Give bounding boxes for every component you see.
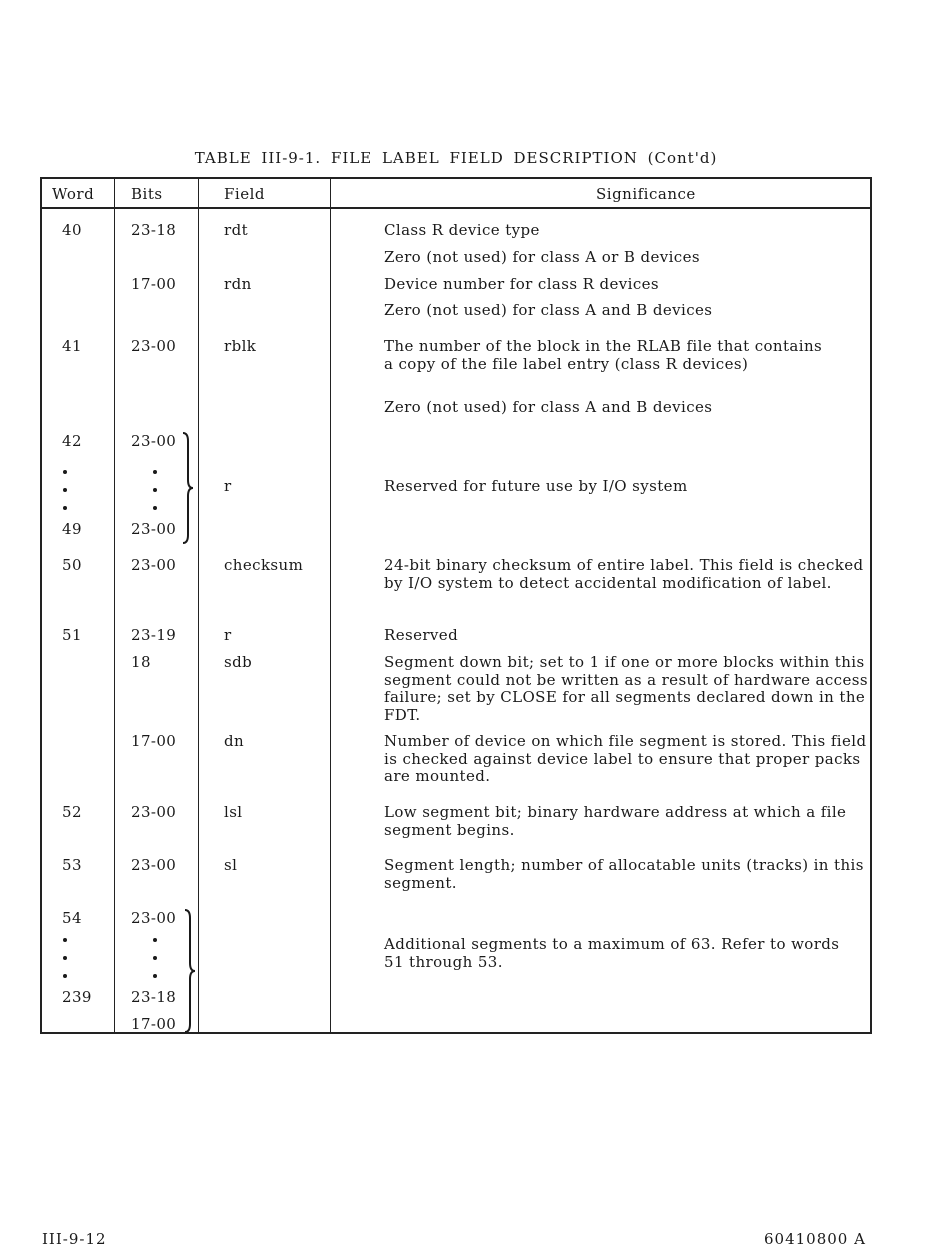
field-cell: checksum (224, 556, 304, 574)
significance-cell: Zero (not used) for class A and B devices (384, 301, 713, 319)
bits-cell: 23-00 (131, 556, 177, 574)
field-cell: r (224, 477, 232, 495)
word-cell: 239 (62, 988, 92, 1006)
significance-cell: Segment length; number of allocatable units (tracks) in this segment. (384, 856, 864, 892)
bits-cell: 18 (131, 653, 151, 671)
header-word: Word (52, 185, 95, 203)
bits-cell: 23-18 (131, 988, 177, 1006)
bits-cell: 23-18 (131, 221, 177, 239)
column-divider (330, 179, 331, 1032)
significance-cell: Reserved (384, 626, 459, 644)
significance-cell: Low segment bit; binary hardware address at which a file segment begins. (384, 803, 847, 839)
ellipsis-dot (63, 470, 67, 474)
ellipsis-dot (63, 506, 67, 510)
significance-cell: The number of the block in the RLAB file that contains a copy of the file label entry (class R devices) (384, 337, 823, 373)
ellipsis-dot (63, 974, 67, 978)
word-cell: 50 (62, 556, 82, 574)
ellipsis-dot (153, 506, 157, 510)
field-cell: sdb (224, 653, 253, 671)
bits-cell: 17-00 (131, 275, 177, 293)
ellipsis-dot (63, 956, 67, 960)
word-cell: 54 (62, 909, 82, 927)
table-title: TABLE III-9-1. FILE LABEL FIELD DESCRIPTION (Cont'd) (194, 149, 718, 167)
bits-cell: 23-00 (131, 520, 177, 538)
field-cell: rdt (224, 221, 249, 239)
significance-cell: Segment down bit; set to 1 if one or more blocks within this segment could not be written as a result of hardware access failure; set by CLOSE for all segments declared down in the FDT. (384, 653, 868, 724)
field-cell: rblk (224, 337, 257, 355)
right-brace (181, 431, 195, 545)
ellipsis-dot (63, 938, 67, 942)
significance-cell: Class R device type (384, 221, 540, 239)
header-bits: Bits (131, 185, 163, 203)
bits-cell: 23-19 (131, 626, 177, 644)
significance-cell: Additional segments to a maximum of 63. Refer to words 51 through 53. (384, 935, 840, 971)
word-cell: 42 (62, 432, 82, 450)
bits-cell: 23-00 (131, 432, 177, 450)
ellipsis-dot (153, 974, 157, 978)
field-cell: rdn (224, 275, 252, 293)
document-number: 60410800 A (764, 1230, 866, 1248)
word-cell: 41 (62, 337, 82, 355)
field-cell: dn (224, 732, 245, 750)
header-field: Field (224, 185, 265, 203)
ellipsis-dot (153, 938, 157, 942)
field-cell: sl (224, 856, 238, 874)
bits-cell: 23-00 (131, 803, 177, 821)
field-cell: lsl (224, 803, 243, 821)
significance-cell: Number of device on which file segment is stored. This field is checked against device label to ensure that proper packs are mounted. (384, 732, 867, 785)
page-number: III-9-12 (42, 1230, 107, 1248)
right-brace (183, 908, 197, 1034)
significance-cell: Reserved for future use by I/O system (384, 477, 688, 495)
significance-cell: Zero (not used) for class A and B devices (384, 398, 713, 416)
bits-cell: 23-00 (131, 909, 177, 927)
word-cell: 49 (62, 520, 82, 538)
file-label-table (40, 177, 872, 1034)
bits-cell: 17-00 (131, 1015, 177, 1033)
significance-cell: Zero (not used) for class A or B devices (384, 248, 700, 266)
ellipsis-dot (153, 956, 157, 960)
header-divider (42, 207, 870, 209)
column-divider (198, 179, 199, 1032)
ellipsis-dot (153, 470, 157, 474)
ellipsis-dot (63, 488, 67, 492)
bits-cell: 17-00 (131, 732, 177, 750)
bits-cell: 23-00 (131, 337, 177, 355)
word-cell: 53 (62, 856, 82, 874)
header-significance: Significance (596, 185, 696, 203)
word-cell: 40 (62, 221, 82, 239)
bits-cell: 23-00 (131, 856, 177, 874)
significance-cell: 24-bit binary checksum of entire label. This field is checked by I/O system to detect accidental modification of label. (384, 556, 864, 592)
field-cell: r (224, 626, 232, 644)
word-cell: 52 (62, 803, 82, 821)
column-divider (114, 179, 115, 1032)
word-cell: 51 (62, 626, 82, 644)
ellipsis-dot (153, 488, 157, 492)
significance-cell: Device number for class R devices (384, 275, 659, 293)
